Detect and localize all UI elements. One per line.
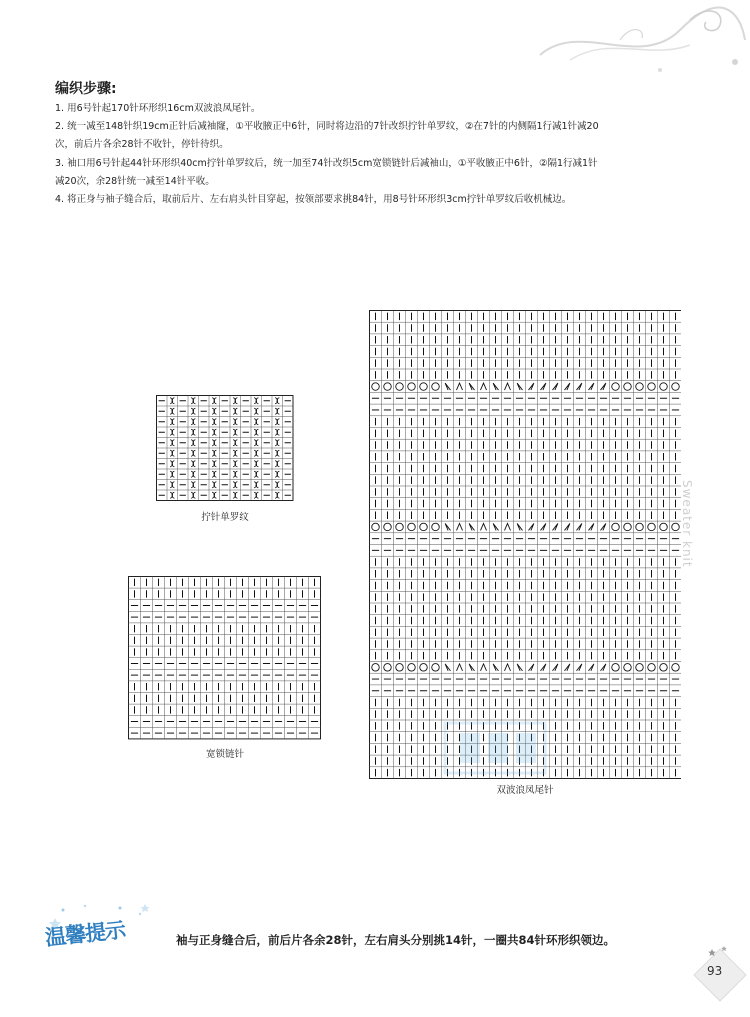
wide-chain-stitch-chart-icon [128, 576, 322, 740]
twisted-rib-chart [156, 395, 294, 501]
step-line: 4. 将正身与袖子缝合后，取前后片、左右肩头针目穿起，按领部要求挑84针，用8号针环形织3cm拧针单罗纹后收机械边。 [55, 194, 572, 206]
double-wave-chart [369, 310, 681, 779]
tip-text: 袖与正身缝合后，前后片各余28针，左右肩头分别挑14针，一圈共84针环形织领边。 [176, 933, 616, 947]
double-wave-feather-stitch-chart-icon [369, 310, 681, 779]
twisted-rib-stitch-chart-icon [156, 395, 294, 501]
step-line: 减20次，余28针统一减至14针平收。 [55, 175, 215, 187]
wide-chain-chart [128, 576, 322, 740]
wide-chain-caption: 宽锁链针 [205, 749, 244, 760]
steps-list [55, 100, 655, 209]
decorative-swirl-icon [520, 0, 750, 80]
watermark-icon [440, 718, 550, 778]
step-line: 1. 用6号针起170针环形织16cm双波浪凤尾针。 [55, 103, 261, 114]
twisted-rib-caption: 拧针单罗纹 [201, 512, 249, 523]
tip-badge-label: 温馨提示 [43, 916, 127, 951]
double-wave-caption: 双波浪凤尾针 [496, 785, 554, 796]
page-number: 93 [707, 964, 723, 978]
step-line: 3. 袖口用6号针起44针环形织40cm拧针单罗纹后，统一加至74针改织5cm宽锁链针后减袖山，①平收腋正中6针，②隔1行减1针 [55, 157, 598, 169]
step-line: 次，前后片各余28针不收针，停针待织。 [55, 139, 229, 151]
steps-title: 编织步骤: [55, 81, 117, 97]
step-line: 2. 统一减至148针织19cm正针后减袖窿，①平收腋正中6针，同时将边沿的7针改织拧针单罗纹，②在7针的内侧隔1行减1针减20 [55, 121, 599, 133]
side-label: Sweater knit [680, 480, 694, 568]
